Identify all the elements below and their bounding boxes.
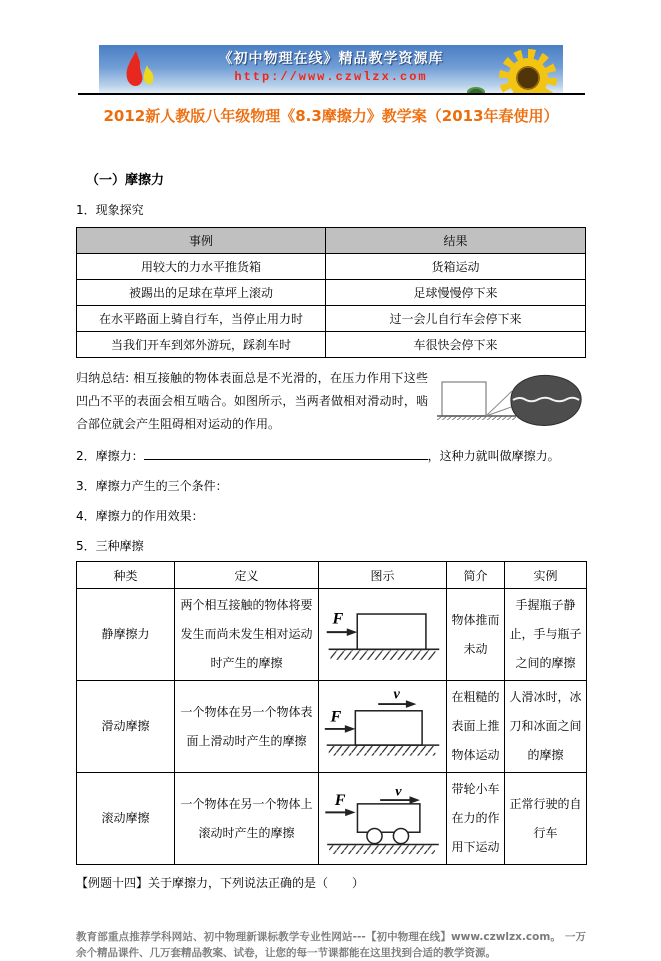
item-2-suffix: ，这种力就叫做摩擦力。 — [427, 449, 560, 463]
table-row — [77, 332, 586, 358]
page-title: 2012新人教版八年级物理《8.3摩擦力》教学案（2013年春使用） — [103, 107, 559, 125]
rolling-friction-diagram — [319, 773, 447, 865]
surface-magnification-figure — [436, 369, 586, 435]
column-header-result: 结果 — [326, 228, 586, 254]
table-row-rolling-friction — [77, 773, 587, 865]
banner-divider-rule — [78, 0, 585, 95]
result-cell: 车很快会停下来 — [326, 332, 586, 358]
table-row — [77, 306, 586, 332]
site-url: http://www.czwlzx.com — [234, 70, 428, 84]
case-cell: 被踢出的足球在草坪上滚动 — [77, 280, 326, 306]
site-title: 《初中物理在线》精品教学资源库 — [218, 51, 444, 67]
column-header-kind: 种类 — [77, 562, 175, 589]
result-cell: 货箱运动 — [326, 254, 586, 280]
table-header-row — [77, 562, 587, 589]
svg-text:F: F — [331, 609, 343, 628]
table-header-row — [77, 228, 586, 254]
brief-cell: 在粗糙的表面上推物体运动 — [447, 681, 505, 773]
column-header-definition: 定义 — [175, 562, 319, 589]
example-cell: 手握瓶子静止，手与瓶子之间的摩擦 — [505, 589, 587, 681]
table-row — [77, 280, 586, 306]
kind-cell: 静摩擦力 — [77, 589, 175, 681]
document-page — [76, 0, 586, 961]
section-heading: （一）摩擦力 — [86, 173, 165, 188]
result-cell: 过一会儿自行车会停下来 — [326, 306, 586, 332]
definition-cell: 一个物体在另一个物体表面上滑动时产生的摩擦 — [175, 681, 319, 773]
brief-cell: 物体推而未动 — [447, 589, 505, 681]
item-5: 5．三种摩擦 — [76, 539, 144, 553]
fill-in-blank — [144, 448, 428, 460]
footer-promo-text: 教育部重点推荐学科网站、初中物理新课标教学专业性网站---【初中物理在线】www.czwlzx.com。 一万余个精品课件、几万套精品教案、试卷，让您的每一节课都能在这里找到合适的教学资源。 — [76, 931, 586, 959]
svg-text:F: F — [330, 706, 341, 725]
kind-cell: 滚动摩擦 — [77, 773, 175, 865]
friction-types-table — [76, 561, 587, 865]
site-banner — [99, 45, 563, 93]
column-header-example: 实例 — [505, 562, 587, 589]
definition-cell: 两个相互接触的物体将要发生而尚未发生相对运动时产生的摩擦 — [175, 589, 319, 681]
example-cell: 人滑冰时，冰刀和冰面之间的摩擦 — [505, 681, 587, 773]
table-row-sliding-friction — [77, 681, 587, 773]
case-cell: 在水平路面上骑自行车，当停止用力时 — [77, 306, 326, 332]
case-cell: 当我们开车到郊外游玩，踩刹车时 — [77, 332, 326, 358]
item-2-prefix: 2．摩擦力： — [76, 449, 144, 463]
case-cell: 用较大的力水平推货箱 — [77, 254, 326, 280]
definition-cell: 一个物体在另一个物体上滚动时产生的摩擦 — [175, 773, 319, 865]
example-cell: 正常行驶的自行车 — [505, 773, 587, 865]
column-header-case: 事例 — [77, 228, 326, 254]
svg-text:v: v — [394, 783, 402, 799]
banner-text — [99, 48, 563, 84]
svg-text:v: v — [392, 685, 400, 702]
item-4: 4．摩擦力的作用效果： — [76, 509, 204, 523]
brief-cell: 带轮小车在力的作用下运动 — [447, 773, 505, 865]
result-cell: 足球慢慢停下来 — [326, 280, 586, 306]
plant-icon — [467, 87, 485, 93]
item-1-label: 1．现象探究 — [76, 203, 144, 217]
kind-cell: 滑动摩擦 — [77, 681, 175, 773]
summary-paragraph — [76, 367, 586, 436]
summary-text: 归纳总结: 相互接触的物体表面总是不光滑的，在压力作用下这些凹凸不平的表面会相互啮合。如图所示，当两者做相对滑动时，啮合部位就会产生阻碍相对运动的作用。 — [76, 371, 428, 431]
column-header-brief: 简介 — [447, 562, 505, 589]
table-row-static-friction — [77, 589, 587, 681]
svg-text:F: F — [334, 791, 345, 809]
table-row — [77, 254, 586, 280]
sliding-friction-diagram — [319, 681, 447, 773]
item-3: 3．摩擦力产生的三个条件： — [76, 479, 228, 493]
column-header-diagram: 图示 — [319, 562, 447, 589]
example-problem: 【例题十四】关于摩擦力，下列说法正确的是（ ） — [76, 876, 365, 890]
static-friction-diagram — [319, 589, 447, 681]
item-2 — [76, 447, 586, 464]
phenomena-table — [76, 227, 586, 358]
